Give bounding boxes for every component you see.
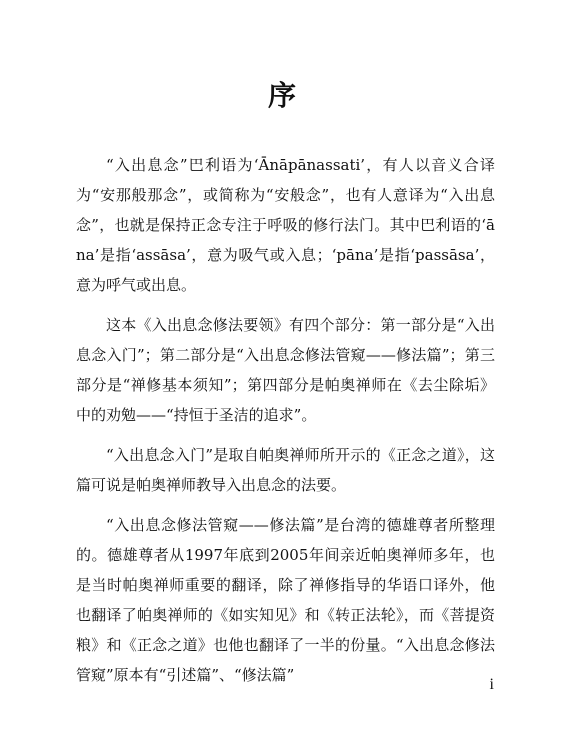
paragraph-2: 这本《入出息念修法要领》有四个部分：第一部分是“入出息念入门”；第二部分是“入出息念修法管窥——修法篇”；第三部分是“禅修基本须知”；第四部分是帕奥禅师在《去尘除垢》中的劝勉——“持恒于圣洁的追求”。 (76, 316, 495, 424)
page-title: 序 (267, 79, 298, 112)
body-text (76, 150, 495, 700)
paragraph-3: “入出息念入门”是取自帕奥禅师所开示的《正念之道》，这篇可说是帕奥禅师教导入出息念的法要。 (76, 446, 495, 494)
paragraph-1: “入出息念”巴利语为‘Ānāpānassati’，有人以音义合译为“安那般那念”，或简称为“安般念”，也有人意译为“入出息念”，也就是保持正念专注于呼吸的修行法门。其中巴利语的‘āna’是指‘assāsa’，意为吸气或入息；‘pāna’是指‘passāsa’，意为呼气或出息。 (76, 156, 495, 294)
page-number: i (489, 676, 494, 693)
paragraph-4: “入出息念修法管窥——修法篇”是台湾的德雄尊者所整理的。德雄尊者从1997年底到2005年间亲近帕奥禅师多年，也是当时帕奥禅师重要的翻译，除了禅修指导的华语口译外，他也翻译了帕奥禅师的《如实知见》和《转正法轮》，而《菩提资粮》和《正念之道》也他也翻译了一半的份量。“入出息念修法管窥”原本有“引述篇”、“修法篇” (76, 516, 495, 684)
